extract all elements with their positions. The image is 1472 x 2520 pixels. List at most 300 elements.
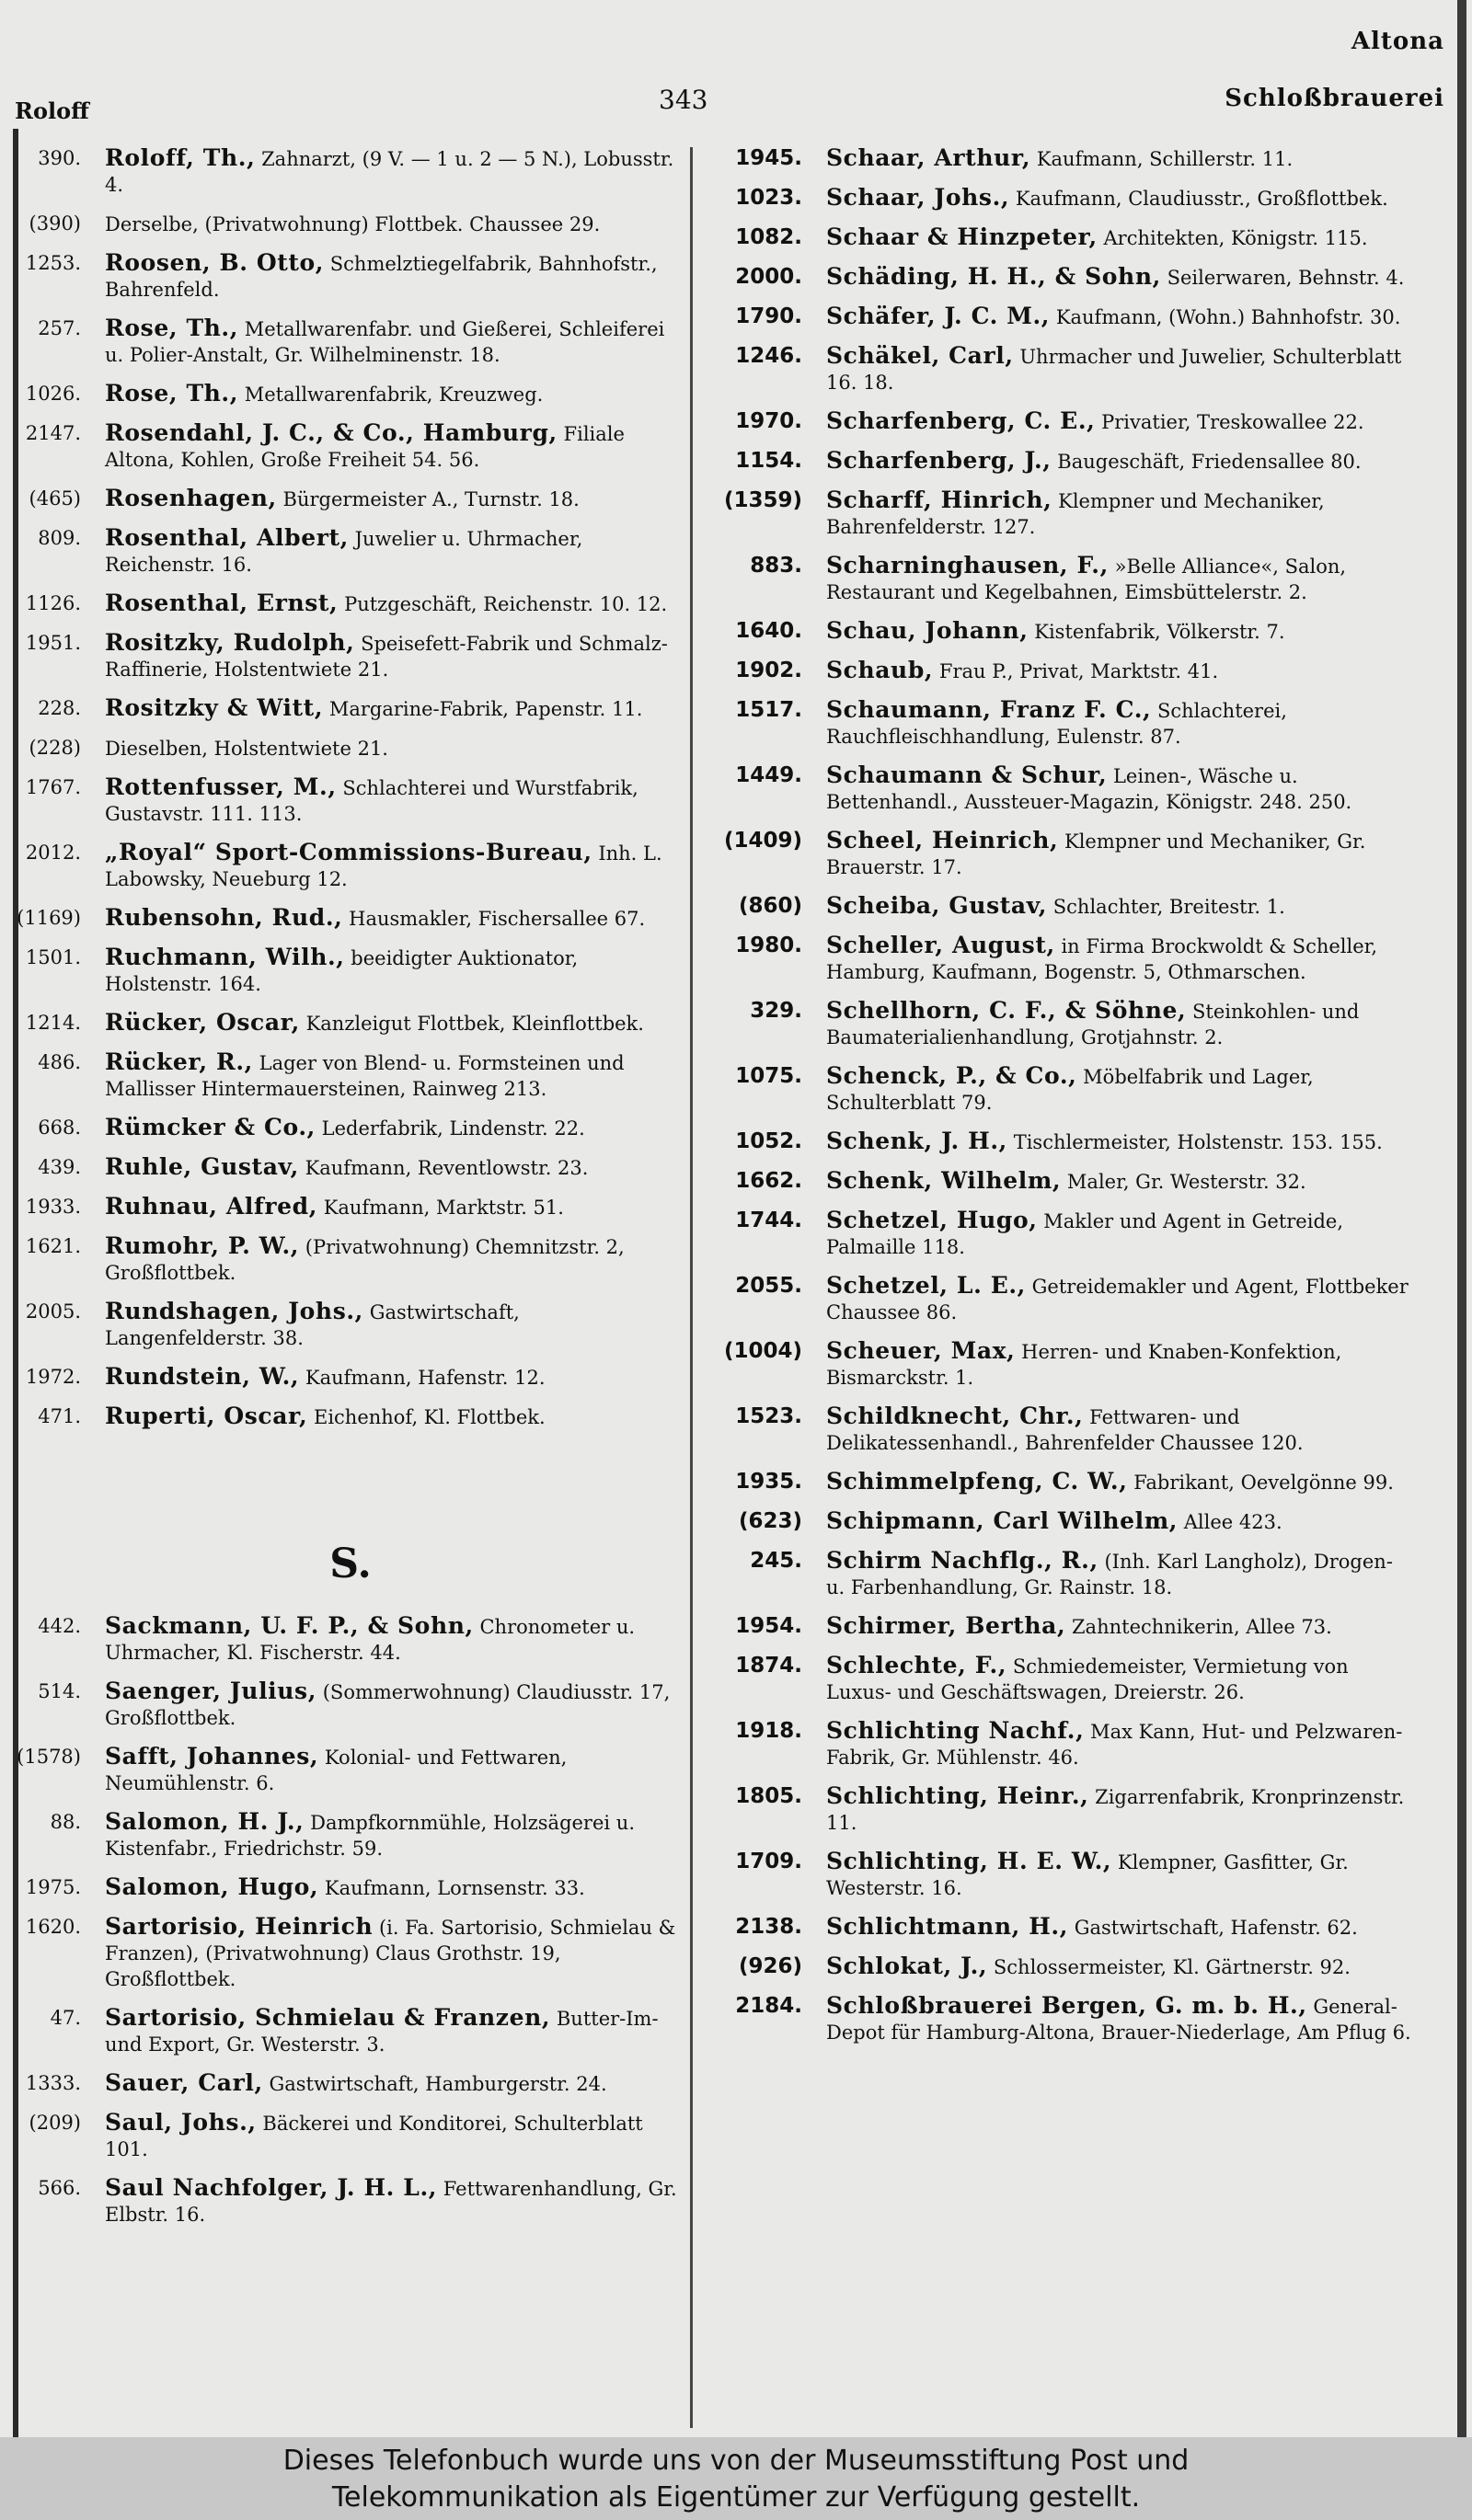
- directory-entry: [17, 1678, 684, 1731]
- entry-name: Schau, Johann,: [826, 617, 1029, 644]
- directory-entry: [710, 1953, 1411, 1980]
- left-entry-list: [17, 145, 684, 1430]
- phone-number: 439.: [38, 1156, 81, 1178]
- phone-number: (623): [738, 1509, 802, 1533]
- entry-description: Klempner und Mechaniker, Gr. Brauerstr. 17.: [826, 830, 1366, 878]
- phone-number: 1075.: [735, 1064, 802, 1088]
- phone-number: 1621.: [25, 1235, 81, 1257]
- entry-description: General-Depot für Hamburg-Altona, Brauer-Niederlage, Am Pflug 6.: [826, 1996, 1411, 2044]
- column-divider: [690, 147, 693, 2428]
- entry-description: Fettwarenhandlung, Gr. Elbstr. 16.: [105, 2178, 677, 2226]
- entry-description: Putzgeschäft, Reichenstr. 10. 12.: [344, 593, 668, 615]
- entry-name: Ruhle, Gustav,: [105, 1153, 299, 1180]
- entry-description: Zahntechnikerin, Allee 73.: [1071, 1616, 1332, 1638]
- phone-number: 1026.: [25, 383, 81, 405]
- phone-number: 2012.: [25, 842, 81, 864]
- entry-name: Roloff, Th.,: [105, 144, 256, 171]
- directory-entry: [710, 1783, 1411, 1836]
- footer-line-1: Dieses Telefonbuch wurde uns von der Museumsstiftung Post und: [282, 2445, 1190, 2477]
- entry-description: Eichenhof, Kl. Flottbek.: [313, 1406, 546, 1428]
- entry-body: [105, 1233, 684, 1286]
- directory-entry: [710, 658, 1411, 684]
- entry-body: [105, 1010, 684, 1037]
- section-letter: S.: [329, 1541, 372, 1587]
- phone-number: 486.: [38, 1051, 81, 1073]
- directory-entry: [710, 1548, 1411, 1600]
- phone-number: 1126.: [25, 592, 81, 614]
- s-entry-list: [17, 1613, 684, 2228]
- entry-description: (Inh. Karl Langholz), Drogen- u. Farbenhandlung, Gr. Rainstr. 18.: [826, 1551, 1393, 1598]
- entry-body: [105, 2175, 684, 2228]
- phone-number: 471.: [38, 1405, 81, 1427]
- entry-body: [826, 1403, 1411, 1456]
- entry-body: [105, 735, 684, 762]
- directory-entry: [710, 1653, 1411, 1705]
- directory-entry: [17, 145, 684, 198]
- phone-number: 442.: [38, 1615, 81, 1637]
- phone-number: 1023.: [735, 186, 802, 210]
- phone-number: 1449.: [735, 763, 802, 787]
- entry-name: Schirmer, Bertha,: [826, 1612, 1066, 1639]
- phone-number: 245.: [750, 1549, 802, 1573]
- entry-description: Klempner, Gasfitter, Gr. Westerstr. 16.: [826, 1851, 1349, 1899]
- entry-body: [105, 1744, 684, 1796]
- entry-body: [826, 304, 1411, 330]
- directory-entry: [17, 630, 684, 682]
- entry-body: [105, 381, 684, 407]
- phone-number: (228): [29, 737, 81, 759]
- entry-name: Rundstein, W.,: [105, 1363, 300, 1390]
- phone-number: 390.: [38, 147, 81, 169]
- entry-body: [826, 343, 1411, 395]
- entry-body: [105, 840, 684, 892]
- phone-number: 1902.: [735, 659, 802, 682]
- entry-name: Rümcker & Co.,: [105, 1114, 316, 1140]
- entry-name: Rücker, R.,: [105, 1048, 253, 1075]
- directory-entry: [710, 618, 1411, 645]
- entry-description: Chronometer u. Uhrmacher, Kl. Fischerstr. 44.: [105, 1616, 636, 1664]
- directory-entry: [710, 304, 1411, 330]
- directory-entry: [17, 1049, 684, 1102]
- running-head-city: Altona: [1351, 28, 1444, 55]
- phone-number: 1933.: [25, 1196, 81, 1218]
- entry-body: [826, 1508, 1411, 1535]
- entry-name: Schlokat, J.,: [826, 1953, 988, 1979]
- entry-body: [105, 250, 684, 303]
- entry-name: Saenger, Julius,: [105, 1678, 317, 1704]
- entry-body: [826, 658, 1411, 684]
- entry-description: »Belle Alliance«, Salon, Restaurant und Kegelbahnen, Eimsbüttelerstr. 2.: [826, 556, 1347, 603]
- directory-entry: [17, 486, 684, 512]
- entry-body: [105, 945, 684, 997]
- directory-entry: [17, 905, 684, 932]
- entry-body: [826, 1718, 1411, 1770]
- directory-entry: [17, 381, 684, 407]
- directory-entry: [17, 1154, 684, 1181]
- entry-description: Schlachterei, Rauchfleischhandlung, Eulenstr. 87.: [826, 700, 1287, 748]
- entry-body: [105, 1403, 684, 1430]
- entry-body: [105, 1914, 684, 1992]
- entry-name: Schimmelpfeng, C. W.,: [826, 1468, 1128, 1495]
- entry-body: [826, 1469, 1411, 1495]
- footer-notice: [0, 2437, 1472, 2520]
- entry-body: [826, 1953, 1411, 1980]
- entry-description: (Sommerwohnung) Claudiusstr. 17, Großflottbek.: [105, 1681, 671, 1729]
- phone-number: (1578): [17, 1746, 81, 1768]
- entry-body: [826, 1338, 1411, 1391]
- entry-body: [826, 1783, 1411, 1836]
- right-column: [710, 145, 1411, 2058]
- phone-number: 1662.: [735, 1169, 802, 1193]
- phone-number: 1154.: [735, 449, 802, 473]
- directory-entry: [710, 762, 1411, 815]
- phone-number: (390): [29, 212, 81, 235]
- directory-entry: [17, 695, 684, 722]
- entry-body: [105, 1194, 684, 1220]
- phone-number: 1805.: [735, 1784, 802, 1808]
- phone-number: (926): [738, 1954, 802, 1978]
- directory-entry: [710, 1208, 1411, 1260]
- phone-number: 1954.: [735, 1614, 802, 1638]
- entry-description: Dampfkornmühle, Holzsägerei u. Kistenfabr., Friedrichstr. 59.: [105, 1812, 635, 1860]
- entry-description: Filiale Altona, Kohlen, Große Freiheit 54. 56.: [105, 423, 625, 471]
- entry-name: Rosenthal, Ernst,: [105, 590, 339, 616]
- entry-body: [105, 2005, 684, 2057]
- entry-description: (Privatwohnung) Chemnitzstr. 2, Großflottbek.: [105, 1236, 625, 1284]
- entry-description: Frau P., Privat, Marktstr. 41.: [938, 660, 1219, 682]
- directory-entry: [17, 735, 684, 762]
- entry-description: Kaufmann, (Wohn.) Bahnhofstr. 30.: [1055, 306, 1401, 328]
- entry-description: Lederfabrik, Lindenstr. 22.: [321, 1117, 585, 1140]
- entry-body: [105, 695, 684, 722]
- entry-body: [105, 1049, 684, 1102]
- phone-number: 1517.: [735, 698, 802, 722]
- directory-entry: [710, 1508, 1411, 1535]
- entry-name: Schäkel, Carl,: [826, 342, 1014, 369]
- phone-number: (1409): [723, 829, 802, 853]
- entry-name: Schaumann, Franz F. C.,: [826, 696, 1152, 723]
- directory-entry: [710, 1403, 1411, 1456]
- entry-description: Kaufmann, Lornsenstr. 33.: [324, 1877, 585, 1899]
- entry-description: Kaufmann, Claudiusstr., Großflottbek.: [1015, 188, 1388, 210]
- entry-description: Fabrikant, Oevelgönne 99.: [1133, 1472, 1394, 1494]
- entry-name: Schenck, P., & Co.,: [826, 1062, 1077, 1089]
- directory-entry: [17, 1809, 684, 1861]
- phone-number: 566.: [38, 2177, 81, 2199]
- entry-name: Schellhorn, C. F., & Söhne,: [826, 997, 1187, 1024]
- entry-description: Schlossermeister, Kl. Gärtnerstr. 92.: [993, 1956, 1351, 1978]
- entry-body: [105, 1154, 684, 1181]
- directory-entry: [17, 1010, 684, 1037]
- directory-entry: [17, 1194, 684, 1220]
- entry-description: Metallwarenfabr. und Gießerei, Schleiferei u. Polier-Anstalt, Gr. Wilhelminenstr. 18.: [105, 318, 665, 366]
- phone-number: 88.: [50, 1811, 81, 1833]
- phone-number: 2005.: [25, 1300, 81, 1323]
- directory-entry: [710, 828, 1411, 880]
- entry-name: Ruhnau, Alfred,: [105, 1193, 317, 1220]
- entry-body: [826, 1613, 1411, 1640]
- entry-name: Scharfenberg, J.,: [826, 447, 1052, 474]
- entry-body: [105, 1874, 684, 1901]
- phone-number: 329.: [750, 999, 802, 1023]
- entry-body: [826, 1914, 1411, 1941]
- directory-entry: [710, 998, 1411, 1050]
- entry-body: [826, 1653, 1411, 1705]
- entry-name: Schipmann, Carl Wilhelm,: [826, 1507, 1179, 1534]
- entry-description: Fettwaren- und Delikatessenhandl., Bahrenfelder Chaussee 120.: [826, 1406, 1304, 1454]
- page-edge-right: [1457, 0, 1466, 2437]
- directory-entry: [17, 840, 684, 892]
- entry-name: Schildknecht, Chr.,: [826, 1403, 1084, 1429]
- page-number: 343: [659, 85, 708, 115]
- phone-number: 1082.: [735, 225, 802, 249]
- entry-name: Scharfenberg, C. E.,: [826, 407, 1096, 434]
- entry-body: [826, 553, 1411, 605]
- entry-description: Maler, Gr. Westerstr. 32.: [1066, 1171, 1306, 1193]
- phone-number: 1052.: [735, 1129, 802, 1153]
- right-entry-list: [710, 145, 1411, 2045]
- entry-description: Kaufmann, Marktstr. 51.: [323, 1197, 564, 1219]
- directory-entry: [17, 1233, 684, 1286]
- entry-description: Kaufmann, Hafenstr. 12.: [305, 1367, 546, 1389]
- entry-name: „Royal“ Sport-Commissions-Bureau,: [105, 839, 592, 865]
- entry-name: Rundshagen, Johs.,: [105, 1298, 363, 1324]
- entry-name: Sartorisio, Heinrich: [105, 1913, 374, 1940]
- entry-description: Zahnarzt, (9 V. — 1 u. 2 — 5 N.), Lobusstr. 4.: [105, 148, 674, 196]
- entry-body: [826, 893, 1411, 920]
- entry-body: [105, 1613, 684, 1666]
- entry-name: Safft, Johannes,: [105, 1743, 319, 1770]
- entry-description: Schmiedemeister, Vermietung von Luxus- und Geschäftswagen, Dreierstr. 26.: [826, 1655, 1349, 1703]
- entry-name: Roosen, B. Otto,: [105, 249, 325, 276]
- directory-entry: [17, 774, 684, 827]
- entry-description: Zigarrenfabrik, Kronprinzenstr. 11.: [826, 1786, 1405, 1834]
- entry-description: Uhrmacher und Juwelier, Schulterblatt 16. 18.: [826, 346, 1402, 394]
- directory-entry: [17, 1364, 684, 1391]
- entry-name: Saul Nachfolger, J. H. L.,: [105, 2174, 438, 2201]
- entry-description: Schlachterei und Wurstfabrik, Gustavstr. 111. 113.: [105, 777, 638, 825]
- entry-body: [826, 697, 1411, 750]
- directory-entry: [710, 1718, 1411, 1770]
- entry-body: [105, 525, 684, 578]
- entry-name: Ruperti, Oscar,: [105, 1403, 308, 1429]
- entry-description: Hausmakler, Fischersallee 67.: [349, 908, 646, 930]
- directory-entry: [710, 553, 1411, 605]
- phone-number: 1790.: [735, 304, 802, 328]
- entry-body: [826, 408, 1411, 435]
- entry-body: [826, 1208, 1411, 1260]
- entry-body: [826, 1273, 1411, 1325]
- directory-entry: [710, 185, 1411, 212]
- phone-number: 228.: [38, 697, 81, 719]
- directory-entry: [17, 1744, 684, 1796]
- entry-description: Architekten, Königstr. 115.: [1103, 227, 1368, 249]
- entry-name: Schetzel, L. E.,: [826, 1272, 1026, 1299]
- entry-description: beeidigter Auktionator, Holstenstr. 164.: [105, 947, 579, 995]
- phone-number: 1709.: [735, 1850, 802, 1873]
- entry-name: Scheiba, Gustav,: [826, 892, 1048, 919]
- phone-number: 1214.: [25, 1012, 81, 1034]
- entry-body: [105, 630, 684, 682]
- entry-description: Max Kann, Hut- und Pelzwaren-Fabrik, Gr. Mühlenstr. 46.: [826, 1721, 1403, 1769]
- entry-body: [105, 590, 684, 617]
- entry-description: Bürgermeister A., Turnstr. 18.: [282, 488, 580, 510]
- entry-description: Privatier, Treskowallee 22.: [1101, 411, 1364, 433]
- directory-entry: [17, 1299, 684, 1351]
- entry-body: [826, 828, 1411, 880]
- entry-description: Tischlermeister, Holstenstr. 153. 155.: [1013, 1131, 1383, 1153]
- entry-body: [826, 264, 1411, 291]
- directory-entry: [710, 224, 1411, 251]
- entry-body: [826, 762, 1411, 815]
- entry-body: [105, 1809, 684, 1861]
- directory-entry: [17, 945, 684, 997]
- entry-description: Dieselben, Holstentwiete 21.: [105, 738, 388, 760]
- directory-entry: [17, 420, 684, 473]
- directory-entry: [710, 145, 1411, 172]
- phone-number: 2147.: [25, 422, 81, 444]
- phone-number: 1246.: [735, 344, 802, 368]
- directory-entry: [710, 1338, 1411, 1391]
- phone-number: 1945.: [735, 146, 802, 170]
- entry-name: Rosenthal, Albert,: [105, 524, 349, 551]
- entry-name: Rosendahl, J. C., & Co., Hamburg,: [105, 419, 558, 446]
- entry-body: [826, 998, 1411, 1050]
- phone-number: 883.: [750, 554, 802, 578]
- running-head-left: Roloff: [15, 97, 89, 124]
- phone-number: 1874.: [735, 1654, 802, 1678]
- phone-number: 47.: [50, 2007, 81, 2029]
- entry-body: [826, 448, 1411, 475]
- entry-body: [105, 1299, 684, 1351]
- phone-number: 1935.: [735, 1470, 802, 1494]
- directory-entry: [17, 525, 684, 578]
- entry-name: Rumohr, P. W.,: [105, 1232, 300, 1259]
- phone-number: 1640.: [735, 619, 802, 643]
- entry-description: Möbelfabrik und Lager, Schulterblatt 79.: [826, 1066, 1314, 1114]
- directory-entry: [17, 1914, 684, 1992]
- entry-name: Rubensohn, Rud.,: [105, 904, 343, 931]
- directory-entry: [710, 893, 1411, 920]
- directory-entry: [710, 1469, 1411, 1495]
- entry-body: [105, 420, 684, 473]
- directory-entry: [710, 1273, 1411, 1325]
- entry-name: Schlichting, Heinr.,: [826, 1782, 1089, 1809]
- phone-number: 1501.: [25, 946, 81, 968]
- directory-entry: [710, 933, 1411, 985]
- directory-entry: [17, 1115, 684, 1141]
- entry-body: [105, 315, 684, 368]
- entry-body: [826, 224, 1411, 251]
- directory-entry: [17, 2005, 684, 2057]
- directory-entry: [17, 315, 684, 368]
- phone-number: 1951.: [25, 632, 81, 654]
- directory-entry: [710, 1993, 1411, 2045]
- phone-number: 1744.: [735, 1208, 802, 1232]
- entry-name: Ruchmann, Wilh.,: [105, 944, 345, 970]
- entry-description: Kaufmann, Schillerstr. 11.: [1036, 148, 1294, 170]
- entry-body: [105, 1678, 684, 1731]
- entry-description: Kaufmann, Reventlowstr. 23.: [305, 1157, 589, 1179]
- entry-body: [826, 1548, 1411, 1600]
- entry-name: Salomon, Hugo,: [105, 1873, 319, 1900]
- entry-body: [105, 145, 684, 198]
- entry-name: Schenk, Wilhelm,: [826, 1167, 1062, 1194]
- entry-name: Schaar, Johs.,: [826, 184, 1010, 211]
- entry-body: [105, 774, 684, 827]
- entry-name: Saul, Johs.,: [105, 2109, 257, 2136]
- entry-body: [105, 1364, 684, 1391]
- directory-entry: [17, 1403, 684, 1430]
- entry-description: Kanzleigut Flottbek, Kleinflottbek.: [305, 1013, 644, 1035]
- entry-description: (i. Fa. Sartorisio, Schmielau & Franzen), (Privatwohnung) Claus Grothstr. 19, Großflottbek.: [105, 1917, 676, 1990]
- entry-name: Rositzky & Witt,: [105, 694, 324, 721]
- entry-body: [826, 1128, 1411, 1155]
- footer-line-2: Telekommunikation als Eigentümer zur Verfügung gestellt.: [331, 2481, 1141, 2514]
- entry-body: [826, 618, 1411, 645]
- directory-entry: [17, 1613, 684, 1666]
- directory-entry: [17, 1874, 684, 1901]
- entry-name: Schetzel, Hugo,: [826, 1207, 1038, 1233]
- entry-name: Schloßbrauerei Bergen, G. m. b. H.,: [826, 1992, 1307, 2019]
- entry-body: [826, 1993, 1411, 2045]
- phone-number: 1523.: [735, 1404, 802, 1428]
- phone-number: 1333.: [25, 2072, 81, 2094]
- entry-name: Salomon, H. J.,: [105, 1808, 305, 1835]
- entry-description: Steinkohlen- und Baumaterialienhandlung, Grotjahnstr. 2.: [826, 1001, 1360, 1048]
- phone-number: 1767.: [25, 776, 81, 798]
- directory-entry: [710, 1063, 1411, 1116]
- phone-number: 2055.: [735, 1274, 802, 1298]
- phone-number: (209): [29, 2112, 81, 2134]
- entry-description: Herren- und Knaben-Konfektion, Bismarckstr. 1.: [826, 1341, 1342, 1389]
- entry-name: Rositzky, Rudolph,: [105, 629, 355, 656]
- entry-name: Sackmann, U. F. P., & Sohn,: [105, 1612, 474, 1639]
- directory-entry: [710, 1914, 1411, 1941]
- phone-number: 257.: [38, 317, 81, 339]
- entry-description: Speisefett-Fabrik und Schmalz-Raffinerie, Holstentwiete 21.: [105, 633, 668, 681]
- entry-name: Scharninghausen, F.,: [826, 552, 1109, 578]
- entry-body: [105, 2070, 684, 2097]
- directory-entry: [17, 2110, 684, 2162]
- entry-name: Schaumann & Schur,: [826, 762, 1108, 788]
- phone-number: (1359): [723, 488, 802, 512]
- directory-entry: [710, 1613, 1411, 1640]
- phone-number: 1970.: [735, 409, 802, 433]
- entry-description: Margarine-Fabrik, Papenstr. 11.: [328, 698, 643, 720]
- entry-name: Rosenhagen,: [105, 485, 277, 511]
- entry-name: Rose, Th.,: [105, 315, 239, 341]
- entry-name: Schlechte, F.,: [826, 1652, 1007, 1678]
- phone-number: 1620.: [25, 1916, 81, 1938]
- phone-number: 2138.: [735, 1915, 802, 1939]
- entry-description: Butter-Im- und Export, Gr. Westerstr. 3.: [105, 2008, 659, 2056]
- entry-description: Kolonial- und Fettwaren, Neumühlenstr. 6.: [105, 1747, 568, 1794]
- entry-name: Scheuer, Max,: [826, 1337, 1016, 1364]
- phone-number: (465): [29, 487, 81, 510]
- phone-number: 1975.: [25, 1876, 81, 1898]
- entry-name: Rücker, Oscar,: [105, 1009, 300, 1036]
- directory-entry: [17, 590, 684, 617]
- entry-name: Scharff, Hinrich,: [826, 487, 1052, 513]
- entry-body: [826, 1168, 1411, 1195]
- directory-entry: [710, 408, 1411, 435]
- entry-description: Derselbe, (Privatwohnung) Flottbek. Chaussee 29.: [105, 213, 601, 235]
- phone-number: 668.: [38, 1117, 81, 1139]
- entry-description: Schlachter, Breitestr. 1.: [1052, 896, 1285, 918]
- entry-description: Allee 423.: [1183, 1511, 1282, 1533]
- left-column: [17, 145, 684, 2240]
